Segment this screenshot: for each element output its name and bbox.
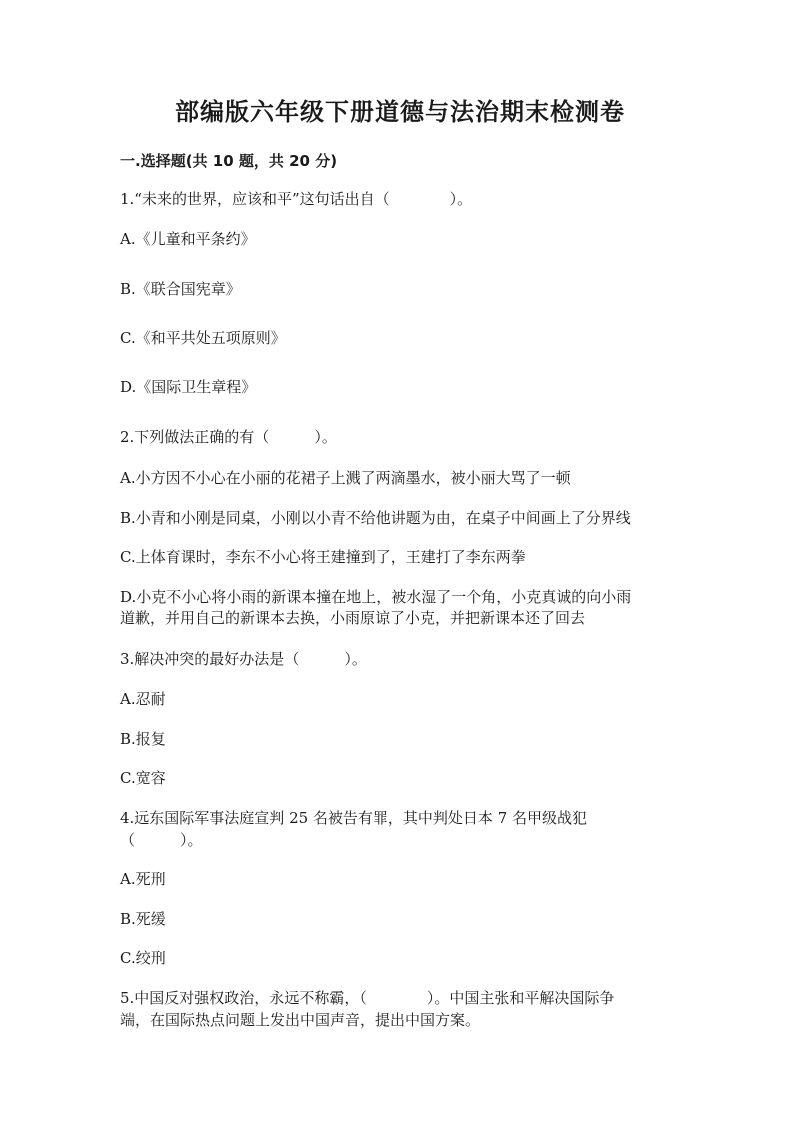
exam-title: 部编版六年级下册道德与法治期末检测卷 (175, 98, 625, 126)
question-1-option-c: C.《和平共处五项原则》 (120, 329, 286, 347)
question-2-option-d: D.小克不小心将小雨的新课本撞在地上，被水湿了一个角，小克真诚的向小雨 (120, 588, 632, 606)
question-3-option-a: A.忍耐 (120, 690, 166, 708)
question-1-stem: 1.“未来的世界，应该和平”这句话出自（ ）。 (120, 190, 473, 208)
question-3-stem: 3.解决冲突的最好办法是（ ）。 (120, 650, 367, 668)
question-1-option-d: D.《国际卫生章程》 (120, 378, 257, 396)
question-2-option-b: B.小青和小刚是同桌，小刚以小青不给他讲题为由，在桌子中间画上了分界线 (120, 509, 631, 527)
question-5-stem-continuation: 端，在国际热点问题上发出中国声音，提出中国方案。 (120, 1011, 481, 1029)
question-2-option-a: A.小方因不小心在小丽的花裙子上溅了两滴墨水，被小丽大骂了一顿 (120, 469, 571, 487)
question-3-option-b: B.报复 (120, 730, 166, 748)
question-4-option-b: B.死缓 (120, 910, 166, 928)
question-2-option-c: C.上体育课时，李东不小心将王建撞到了，王建打了李东两拳 (120, 548, 526, 566)
question-2-option-d-continuation: 道歉，并用自己的新课本去换，小雨原谅了小克，并把新课本还了回去 (120, 609, 586, 627)
question-4-stem-continuation: （ ）。 (120, 831, 203, 849)
question-3-option-c: C.宽容 (120, 769, 166, 787)
question-1-option-a: A.《儿童和平条约》 (120, 230, 256, 248)
section-heading: 一.选择题(共 10 题，共 20 分) (120, 152, 338, 170)
question-1-option-b: B.《联合国宪章》 (120, 280, 241, 298)
question-2-stem: 2.下列做法正确的有（ ）。 (120, 428, 337, 446)
question-4-option-c: C.绞刑 (120, 949, 166, 967)
question-5-stem: 5.中国反对强权政治，永远不称霸，（ ）。中国主张和平解决国际争 (120, 989, 615, 1007)
question-4-stem: 4.远东国际军事法庭宣判 25 名被告有罪，其中判处日本 7 名甲级战犯 (120, 809, 588, 827)
question-4-option-a: A.死刑 (120, 870, 166, 888)
